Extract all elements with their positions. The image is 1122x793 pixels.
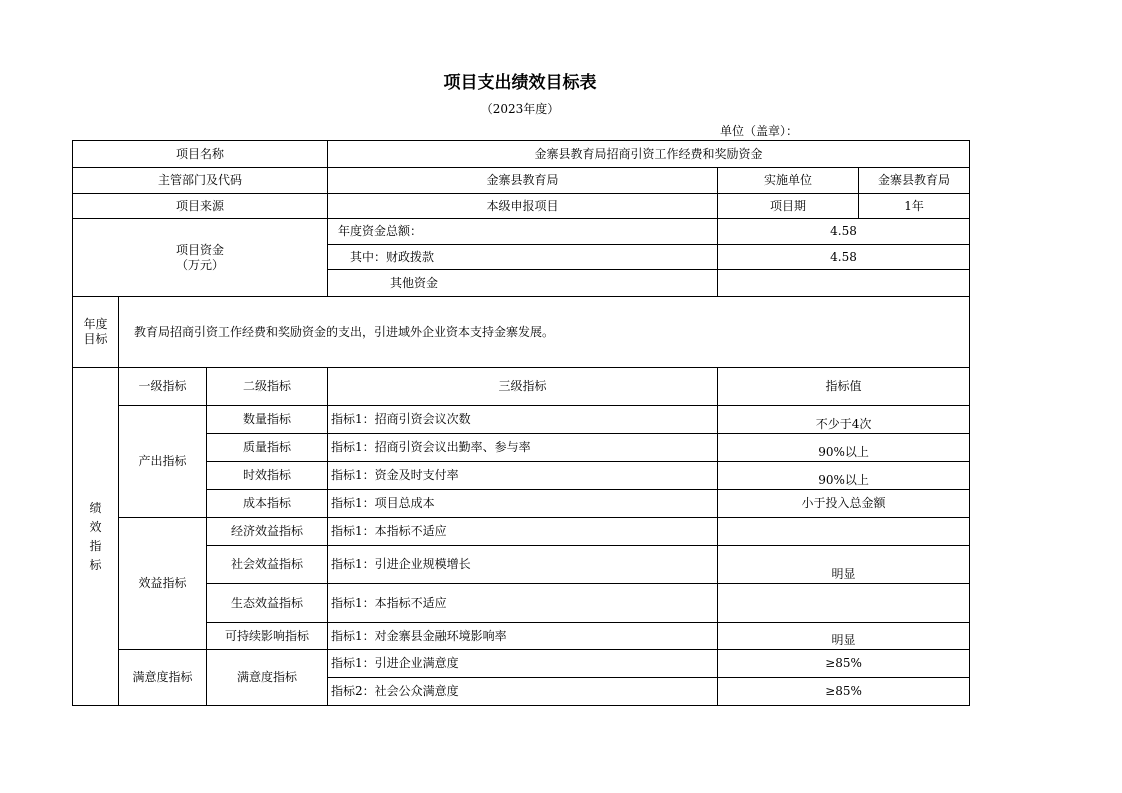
header-level3: 三级指标	[328, 368, 718, 406]
unit-seal-label: 单位（盖章）：	[720, 124, 799, 138]
funds-label-line1: 项目资金	[176, 242, 225, 257]
annual-goal-label-line1: 年度	[83, 317, 108, 331]
impl-unit-value: 金寨县教育局	[859, 168, 970, 194]
total-funds-label: 年度资金总额：	[328, 219, 718, 245]
level3-cell: 指标1：引进企业满意度	[328, 650, 718, 678]
row-funds-total	[73, 219, 970, 245]
table-row	[73, 462, 970, 490]
group-char: 效	[89, 519, 102, 534]
table-row	[73, 490, 970, 518]
performance-indicators-label	[73, 368, 119, 706]
header-level2: 二级指标	[207, 368, 328, 406]
funds-label-line2: （万元）	[176, 257, 225, 272]
annual-goal-text: 教育局招商引资工作经费和奖励资金的支出，引进域外企业资本支持金寨发展。	[119, 297, 970, 368]
value-cell: 不少于4次	[718, 406, 970, 434]
value-cell: 90%以上	[718, 462, 970, 490]
project-name-label: 项目名称	[73, 141, 328, 168]
department-value: 金寨县教育局	[328, 168, 718, 194]
level2-cell: 经济效益指标	[207, 518, 328, 546]
table-row	[73, 650, 970, 678]
table-row	[73, 406, 970, 434]
benefit-indicators-label: 效益指标	[119, 518, 207, 650]
satisfaction-indicators-label: 满意度指标	[119, 650, 207, 706]
value-cell: 90%以上	[718, 434, 970, 462]
source-value: 本级申报项目	[328, 194, 718, 219]
annual-goal-label	[73, 297, 119, 368]
group-char: 标	[89, 557, 102, 572]
table-row	[73, 623, 970, 650]
department-label: 主管部门及代码	[73, 168, 328, 194]
value-cell: ≥85%	[718, 678, 970, 706]
fiscal-funds-value: 4.58	[718, 245, 970, 270]
table-row	[73, 584, 970, 623]
level2-cell: 质量指标	[207, 434, 328, 462]
other-funds-label: 其他资金	[328, 270, 718, 297]
impl-unit-label: 实施单位	[718, 168, 859, 194]
level2-cell: 满意度指标	[207, 650, 328, 706]
level3-cell: 指标1：招商引资会议次数	[328, 406, 718, 434]
value-cell: 小于投入总金额	[718, 490, 970, 518]
level2-cell: 数量指标	[207, 406, 328, 434]
level2-cell: 生态效益指标	[207, 584, 328, 623]
annual-goal-label-line2: 目标	[83, 332, 108, 346]
group-char: 绩	[89, 500, 102, 515]
other-funds-value	[718, 270, 970, 297]
header-value: 指标值	[718, 368, 970, 406]
level3-cell: 指标1：对金寨县金融环境影响率	[328, 623, 718, 650]
value-cell	[718, 584, 970, 623]
level3-cell: 指标1：引进企业规模增长	[328, 546, 718, 584]
table-row	[73, 434, 970, 462]
level2-cell: 社会效益指标	[207, 546, 328, 584]
row-department	[73, 168, 970, 194]
fiscal-funds-label: 其中：财政拨款	[328, 245, 718, 270]
table-row	[73, 546, 970, 584]
funds-label	[73, 219, 328, 297]
total-funds-value: 4.58	[718, 219, 970, 245]
level3-cell: 指标1：项目总成本	[328, 490, 718, 518]
level2-cell: 成本指标	[207, 490, 328, 518]
output-indicators-label: 产出指标	[119, 406, 207, 518]
header-level1: 一级指标	[119, 368, 207, 406]
performance-target-table	[72, 140, 970, 706]
page-title: 项目支出绩效目标表	[443, 73, 597, 93]
period-label: 项目期	[718, 194, 859, 219]
row-annual-goal	[73, 297, 970, 368]
source-label: 项目来源	[73, 194, 328, 219]
level2-cell: 时效指标	[207, 462, 328, 490]
level3-cell: 指标1：招商引资会议出勤率、参与率	[328, 434, 718, 462]
row-indicator-header	[73, 368, 970, 406]
group-char: 指	[89, 538, 102, 553]
value-cell: ≥85%	[718, 650, 970, 678]
row-source	[73, 194, 970, 219]
level2-cell: 可持续影响指标	[207, 623, 328, 650]
table-row	[73, 518, 970, 546]
project-name-value: 金寨县教育局招商引资工作经费和奖励资金	[328, 141, 970, 168]
period-value: 1年	[859, 194, 970, 219]
level3-cell: 指标1：本指标不适应	[328, 518, 718, 546]
year-subtitle: （2023年度）	[480, 102, 560, 116]
value-cell	[718, 518, 970, 546]
value-cell: 明显	[718, 623, 970, 650]
value-cell: 明显	[718, 546, 970, 584]
level3-cell: 指标1：资金及时支付率	[328, 462, 718, 490]
level3-cell: 指标1：本指标不适应	[328, 584, 718, 623]
row-project-name	[73, 141, 970, 168]
level3-cell: 指标2：社会公众满意度	[328, 678, 718, 706]
